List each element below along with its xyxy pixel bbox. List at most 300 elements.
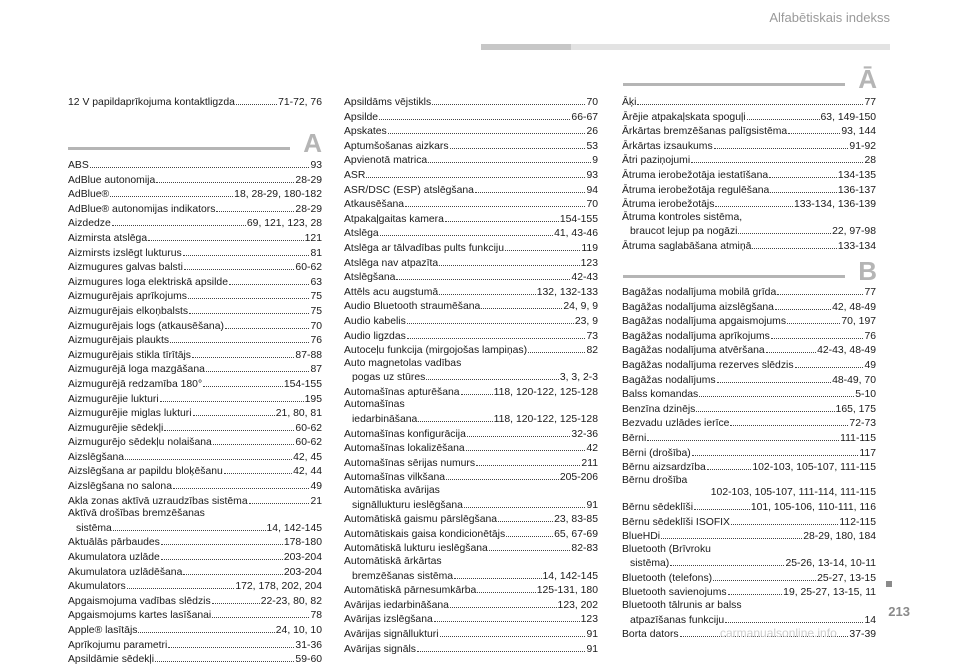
dot-leader — [90, 158, 310, 168]
index-entry-pages: 70 — [310, 320, 322, 332]
section-letter-a: A — [303, 128, 322, 158]
dot-leader — [161, 535, 283, 545]
dot-leader — [189, 304, 309, 314]
dot-leader — [379, 110, 570, 120]
index-entry — [68, 275, 322, 290]
index-entry — [622, 585, 876, 600]
dot-leader — [647, 431, 839, 441]
dot-leader — [461, 385, 493, 395]
index-entry-pages: 14, 142-145 — [266, 522, 322, 534]
index-entry — [622, 556, 876, 571]
index-entry-label: Autoceļu funkcija (mirgojošas lampiņas) — [344, 345, 528, 357]
index-entry — [344, 385, 598, 400]
index-entry — [68, 187, 322, 202]
index-entry — [622, 124, 876, 139]
index-entry — [68, 565, 322, 580]
dot-leader — [225, 319, 310, 329]
index-entry — [68, 652, 322, 667]
index-entry-label: Audio ligzdas — [344, 330, 406, 342]
index-entry-pages: 9 — [592, 155, 598, 167]
index-entry-label: Ātruma ierobežotāja regulēšana — [622, 184, 770, 196]
index-entry-label: Bluetooth (telefons) — [622, 572, 713, 584]
index-entry — [622, 600, 876, 613]
dot-leader — [714, 139, 849, 149]
index-entry-label: Auto magnetolas vadības — [344, 357, 462, 369]
dot-leader — [183, 565, 282, 575]
index-entry-label: Ātruma ierobežotājs — [622, 199, 715, 211]
index-entry-label: Automātiskā pārnesumkārba — [344, 585, 477, 597]
index-entry-pages: 203-204 — [283, 566, 322, 578]
index-entry-label: Avārijas signāllukturi — [344, 628, 439, 640]
index-entry — [68, 246, 322, 261]
column-2 — [344, 95, 598, 656]
index-entry-label: Apvienotā matrica — [344, 155, 428, 167]
dot-leader — [752, 239, 836, 249]
dot-leader — [249, 494, 310, 504]
dot-leader — [661, 529, 802, 539]
dot-leader — [138, 623, 274, 633]
dot-leader — [405, 197, 585, 207]
dot-leader — [161, 550, 283, 560]
index-entry-label: Akumulatora uzlādēšana — [68, 566, 183, 578]
index-entry-label: Bluetooth (Brīvroku — [622, 543, 711, 555]
index-entry-label: Bērnu sēdeklīši — [622, 501, 694, 513]
index-entry-pages: 28-29, 180, 184 — [803, 531, 876, 543]
index-entry-pages: 205-206 — [559, 472, 598, 484]
index-entry — [344, 527, 598, 542]
index-entry-pages: 28 — [864, 155, 876, 167]
index-entry — [622, 500, 876, 515]
index-entry-label: Akumulatora uzlāde — [68, 552, 160, 564]
index-entry-label: Bagāžas nodalījuma apgaismojums — [622, 316, 787, 328]
index-entry-label: Avārijas signāls — [344, 643, 416, 655]
index-entry — [68, 377, 322, 392]
index-entry-label: Bagāžas nodalījuma rezerves slēdzis — [622, 359, 794, 371]
dot-leader — [184, 260, 294, 270]
index-entry-label: Āķi — [622, 97, 637, 108]
dot-leader — [766, 343, 816, 353]
index-entry-pages: 42-43 — [571, 272, 598, 284]
index-entry — [344, 183, 598, 198]
index-entry-label: bremzēšanas sistēma — [352, 570, 454, 582]
index-entry — [622, 544, 876, 557]
dot-leader — [112, 216, 246, 226]
index-entry-label: Automašīnas apturēšana — [344, 386, 460, 398]
index-entry — [68, 623, 322, 638]
index-entry — [68, 362, 322, 377]
index-entry-label: Aktuālās pārbaudes — [68, 537, 160, 549]
index-entry-pages: 37-39 — [849, 629, 876, 641]
index-entry-label: ASR/DSC (ESP) atslēgšana — [344, 184, 474, 196]
index-entry-label: Aktīvā drošības bremzēšanas — [68, 508, 205, 520]
dot-leader — [110, 187, 233, 197]
index-entry — [622, 446, 876, 461]
index-entry-label: Aizslēgšana — [68, 451, 125, 463]
index-entry-label: Bērnu aizsardzība — [622, 462, 706, 474]
index-entry-label: Atslēgšana — [344, 272, 396, 284]
index-entry-pages: 24, 10, 10 — [275, 625, 322, 636]
index-entry-pages: 81 — [310, 247, 322, 259]
index-entry — [344, 598, 598, 613]
index-entry-pages: 91 — [586, 499, 598, 511]
dot-leader — [434, 612, 580, 622]
index-entry-pages: 3, 3, 2-3 — [559, 372, 598, 384]
dot-leader — [691, 153, 863, 163]
index-entry-pages: 78 — [310, 610, 322, 622]
index-entry-pages: 18, 28-29, 180-182 — [234, 189, 322, 201]
index-entry-label: Apgaismojuma vadības slēdzis — [68, 595, 211, 607]
index-entry — [344, 627, 598, 642]
index-entry-label: Borta dators — [622, 629, 679, 641]
index-entry-label: Aptumšošanas aizkars — [344, 140, 449, 152]
dot-leader — [476, 456, 580, 466]
index-entry-label: Atpakaļgaitas kamera — [344, 213, 444, 225]
index-entry-pages: 31-36 — [295, 639, 322, 651]
index-entry — [344, 358, 598, 371]
index-entry — [68, 638, 322, 653]
dot-leader — [692, 446, 859, 456]
index-entry-pages: 211 — [581, 457, 598, 469]
index-entry-pages: 63 — [310, 276, 322, 288]
dot-leader — [475, 183, 586, 193]
index-entry-label: Ātruma ierobežotāja iestatīšana — [622, 169, 769, 181]
index-entry-label: Aizmugurējā loga mazgāšana — [68, 364, 205, 376]
index-entry — [622, 343, 876, 358]
index-entry-label: Aizmugurējie lukturi — [68, 393, 159, 405]
index-entry-pages: 134-135 — [837, 169, 876, 181]
dot-leader — [432, 95, 585, 105]
index-entry — [622, 358, 876, 373]
index-entry — [622, 110, 876, 125]
index-entry — [622, 139, 876, 154]
index-entry-pages: 28-29 — [295, 203, 322, 215]
index-entry-pages: 82 — [586, 345, 598, 357]
index-entry-label: Ātruma saglabāšana atmiņā — [622, 240, 752, 252]
index-entry-pages: 24, 9, 9 — [563, 301, 598, 313]
index-entry-pages: 101, 105-106, 110-111, 116 — [750, 501, 876, 513]
dot-leader — [366, 168, 585, 178]
dot-leader — [183, 246, 310, 256]
index-entry — [68, 95, 322, 110]
index-entry-pages: 49 — [864, 359, 876, 371]
index-entry-pages: 123 — [580, 257, 598, 269]
dot-leader — [725, 613, 863, 623]
index-entry — [68, 158, 322, 173]
index-entry — [344, 441, 598, 456]
index-entry — [622, 224, 876, 239]
index-entry-label: Atkausēšana — [344, 199, 405, 211]
index-entry-pages: 136-137 — [837, 184, 876, 196]
index-entry-pages: 22-23, 80, 82 — [260, 595, 322, 607]
index-entry-pages: 133-134, 136-139 — [793, 199, 876, 211]
column-3-a — [622, 95, 876, 254]
index-entry — [344, 139, 598, 154]
index-entry — [68, 521, 322, 536]
index-entry-pages: 42, 44 — [293, 466, 322, 478]
column-1-top — [68, 95, 322, 110]
column-1 — [68, 158, 322, 667]
index-entry — [344, 399, 598, 412]
index-entry-label: Avārijas iedarbināšana — [344, 599, 449, 611]
index-entry-pages: 178-180 — [283, 537, 322, 549]
index-entry — [622, 373, 876, 388]
index-entry — [344, 412, 598, 427]
index-entry — [344, 256, 598, 271]
index-entry-pages: 133-134 — [837, 240, 876, 252]
index-entry — [344, 456, 598, 471]
index-entry-pages: 63, 149-150 — [820, 111, 876, 123]
dot-leader — [439, 285, 536, 295]
index-entry-pages: 59-60 — [295, 654, 322, 666]
index-entry — [68, 479, 322, 494]
index-entry — [68, 216, 322, 231]
index-entry — [622, 153, 876, 168]
dot-leader — [170, 333, 309, 343]
index-entry-pages: 76 — [864, 330, 876, 342]
index-entry-label: Apsildāmie sēdekļi — [68, 654, 155, 666]
index-entry-pages: 60-62 — [295, 262, 322, 274]
index-entry-pages: 28-29 — [295, 174, 322, 186]
index-entry-pages: 26 — [586, 126, 598, 138]
index-entry-label: Akla zonas aktīvā uzraudzības sistēma — [68, 495, 248, 507]
index-entry-pages: 87-88 — [295, 349, 322, 361]
index-entry-label: Ārējie atpakaļskata spoguļi — [622, 111, 746, 123]
index-entry-label: Automātiskais gaisa kondicionētājs — [344, 528, 506, 540]
dot-leader — [388, 124, 586, 134]
index-entry-label: 12 V papildaprīkojuma kontaktligzda — [68, 97, 235, 108]
dot-leader — [439, 256, 580, 266]
index-entry-pages: 69, 121, 123, 28 — [246, 218, 322, 230]
dot-leader — [156, 173, 294, 183]
index-entry — [68, 173, 322, 188]
index-entry — [344, 427, 598, 442]
dot-leader — [730, 416, 848, 426]
index-entry — [622, 168, 876, 183]
dot-leader — [707, 460, 752, 470]
index-entry-pages: 172, 178, 202, 204 — [235, 581, 322, 593]
index-entry — [68, 450, 322, 465]
index-entry-label: ASR — [344, 169, 366, 181]
index-entry — [622, 416, 876, 431]
index-entry-label: iedarbināšana — [352, 414, 418, 426]
index-entry-label: Automašīnas vilkšana — [344, 472, 446, 484]
index-entry-label: Atslēga — [344, 228, 379, 240]
section-header-b — [623, 256, 877, 284]
dot-leader — [127, 579, 235, 589]
index-entry-pages: 42-43, 48-49 — [817, 345, 876, 357]
index-entry — [68, 231, 322, 246]
dot-leader — [467, 427, 571, 437]
dot-leader — [670, 556, 784, 566]
index-entry-label: Automātiska avārijas — [344, 485, 440, 497]
index-entry — [68, 579, 322, 594]
index-entry — [344, 569, 598, 584]
index-entry-label: Aizmugurējie sēdekļi — [68, 422, 164, 434]
index-entry-pages: 93, 144 — [841, 126, 876, 138]
dot-leader — [428, 153, 591, 163]
index-entry — [68, 304, 322, 319]
index-entry-pages: 91 — [586, 628, 598, 640]
dot-leader — [717, 373, 832, 383]
dot-leader — [418, 412, 492, 422]
index-entry-label: Aizmugurējais stikla tīrītājs — [68, 349, 191, 361]
index-entry-pages: 22, 97-98 — [832, 226, 876, 238]
index-entry — [622, 431, 876, 446]
index-entry-label: Ārkārtas izsaukums — [622, 140, 713, 152]
dot-leader — [728, 585, 783, 595]
dot-leader — [528, 343, 585, 353]
index-entry-pages: 21 — [310, 495, 322, 507]
dot-leader — [466, 441, 586, 451]
index-entry — [344, 541, 598, 556]
index-entry-label: Automātiskā gaismu pārslēgšana — [344, 514, 498, 526]
index-entry — [68, 594, 322, 609]
index-entry — [344, 556, 598, 569]
index-entry-label: pogas uz stūres — [352, 372, 426, 384]
index-entry-pages: 123, 202 — [557, 599, 598, 611]
index-entry — [68, 289, 322, 304]
index-entry — [344, 153, 598, 168]
dot-leader — [213, 435, 295, 445]
dot-leader — [770, 183, 837, 193]
index-entry-pages: 93 — [586, 169, 598, 181]
dot-leader — [229, 275, 309, 285]
dot-leader — [771, 329, 864, 339]
index-entry-pages: 25-26, 13-14, 10-11 — [785, 558, 876, 570]
index-entry-pages: 154-155 — [283, 378, 322, 390]
dot-leader — [192, 348, 294, 358]
dot-leader — [440, 627, 586, 637]
index-entry-label: Atslēga ar tālvadības pults funkciju — [344, 242, 504, 254]
index-entry — [344, 485, 598, 498]
index-entry-pages: 25-27, 13-15 — [817, 572, 876, 584]
dot-leader — [738, 224, 831, 234]
index-entry — [622, 314, 876, 329]
index-entry-label: Akumulators — [68, 581, 126, 593]
index-entry-label: Bagāžas nodalījuma aprīkojums — [622, 330, 770, 342]
index-entry-pages: 42 — [586, 443, 598, 455]
page-header-title: Alfabētiskais indekss — [769, 10, 890, 25]
index-entry-pages: 125-131, 180 — [536, 585, 598, 597]
index-entry-pages: 23, 83-85 — [554, 514, 598, 526]
index-entry-pages: 82-83 — [571, 543, 598, 555]
index-entry-label: AdBlue® autonomijas indikators — [68, 203, 216, 215]
dot-leader — [481, 299, 562, 309]
index-entry-pages: 71-72, 76 — [278, 97, 322, 108]
index-entry — [622, 402, 876, 417]
dot-leader — [464, 498, 586, 508]
index-entry — [344, 124, 598, 139]
index-entry-label: Automašīnas sērijas numurs — [344, 457, 476, 469]
index-entry-pages: 77 — [864, 97, 876, 108]
index-entry — [622, 95, 876, 110]
index-entry-pages: 60-62 — [295, 437, 322, 449]
index-entry-label: Bagāžas nodalījums — [622, 374, 716, 386]
index-entry — [622, 460, 876, 475]
index-entry — [622, 571, 876, 586]
index-entry-pages: 19, 25-27, 13-15, 11 — [783, 587, 876, 599]
index-entry — [68, 494, 322, 509]
dot-leader — [193, 406, 275, 416]
index-entry — [344, 270, 598, 285]
index-entry — [344, 329, 598, 344]
index-entry-label: atpazīšanas funkciju — [630, 614, 725, 626]
dot-leader — [224, 464, 292, 474]
index-entry-label: Ātri paziņojumi — [622, 155, 691, 167]
index-entry-pages: 118, 120-122, 125-128 — [493, 386, 598, 398]
page-number: 213 — [888, 604, 910, 619]
index-entry-pages: 112-115 — [839, 516, 876, 528]
dot-leader — [747, 110, 820, 120]
dot-leader — [715, 197, 793, 207]
index-entry — [344, 370, 598, 385]
index-entry — [68, 421, 322, 436]
index-entry-label: Aizslēgšana no salona — [68, 481, 172, 493]
index-entry — [68, 464, 322, 479]
index-entry-pages: 91-92 — [849, 140, 876, 152]
dot-leader — [113, 521, 266, 531]
index-entry-label: BlueHDi — [622, 531, 661, 543]
index-entry — [344, 197, 598, 212]
watermark: carmanualsonline.info — [720, 626, 837, 640]
index-entry-pages: 60-62 — [295, 422, 322, 434]
dot-leader — [148, 231, 304, 241]
index-entry-label: Aizmugurējais elkoņbalsts — [68, 305, 189, 317]
index-entry — [344, 285, 598, 300]
dot-leader — [212, 594, 260, 604]
index-entry-label: Benzīna dzinējs — [622, 403, 696, 415]
index-entry — [68, 319, 322, 334]
section-letter-b: B — [858, 256, 877, 286]
index-entry — [622, 529, 876, 544]
index-entry — [68, 202, 322, 217]
index-entry — [344, 512, 598, 527]
index-entry-label: Aizdedze — [68, 218, 111, 230]
dot-leader — [637, 95, 863, 105]
index-entry — [344, 212, 598, 227]
index-entry — [68, 260, 322, 275]
corner-square-icon — [886, 581, 892, 587]
index-entry — [68, 435, 322, 450]
index-entry — [622, 329, 876, 344]
dot-leader — [713, 571, 816, 581]
dot-leader — [450, 139, 586, 149]
index-entry — [68, 406, 322, 421]
dot-leader — [788, 124, 840, 134]
dot-leader — [216, 202, 294, 212]
index-entry-label: Bluetooth tālrunis ar balss — [622, 600, 742, 612]
index-entry — [68, 392, 322, 407]
index-entry — [344, 498, 598, 513]
dot-leader — [396, 270, 570, 280]
dot-leader — [489, 541, 571, 551]
index-entry-pages: 118, 120-122, 125-128 — [493, 414, 598, 426]
index-entry-pages: 195 — [304, 393, 322, 405]
index-entry — [344, 95, 598, 110]
index-entry-pages: 42, 48-49 — [832, 301, 876, 313]
index-entry-label: Automašīnas lokalizēšana — [344, 443, 465, 455]
index-entry-label: braucot lejup pa nogāzi — [630, 226, 738, 238]
index-entry-pages: 76 — [310, 335, 322, 347]
index-entry-label: AdBlue autonomija — [68, 174, 156, 186]
index-entry — [344, 241, 598, 256]
index-entry-label: Avārijas izslēgšana — [344, 614, 433, 626]
index-entry — [68, 535, 322, 550]
dot-leader — [498, 512, 553, 522]
index-entry — [622, 487, 876, 500]
index-entry — [622, 239, 876, 254]
index-entry-pages: 165, 175 — [835, 403, 876, 415]
